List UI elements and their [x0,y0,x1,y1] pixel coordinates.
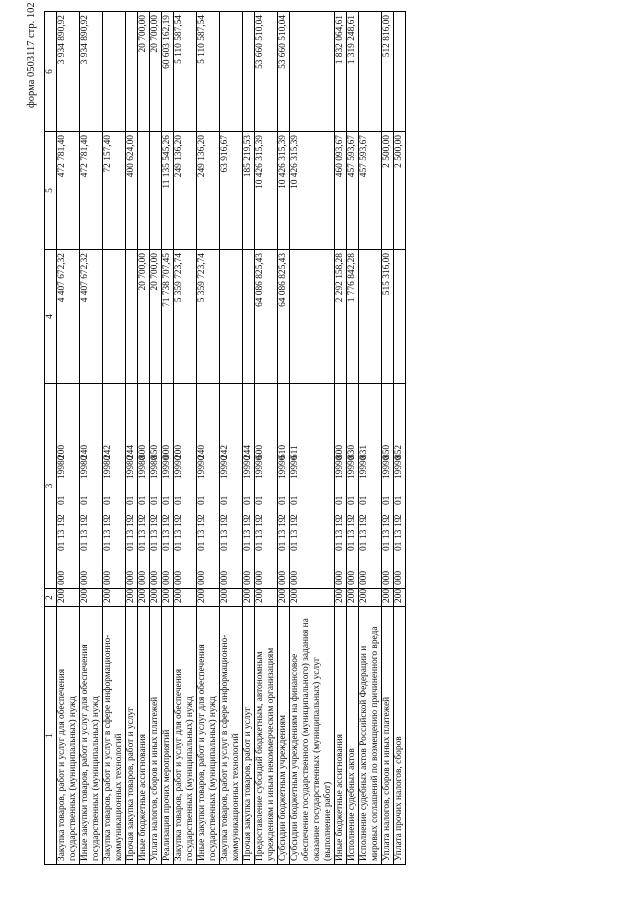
code-part: 13 [394,529,404,539]
budget-code [359,384,382,589]
code-part: 13 [278,529,288,539]
code-part: 000 [150,570,160,585]
line-code: 200 [394,589,406,607]
executed-amount: 249 136,20 [174,132,197,250]
row-name: Иные закупки товаров, работ и услуг для обеспечения государственных (муниципальных) нужд [197,607,220,865]
table-row [197,12,220,865]
code-part: 01 [162,541,172,551]
code-part: 200 [57,444,67,459]
line-code: 200 [335,589,347,607]
code-part: 01 [150,495,160,505]
code-part: 000 [103,570,113,585]
approved-amount: 2 292 158,28 [335,250,347,384]
approved-amount [290,250,335,384]
executed-amount: 460 093,67 [335,132,347,250]
budget-code [138,384,150,589]
executed-amount: 10 426 315,39 [255,132,278,250]
code-part: 19 [126,517,136,527]
code-part: 01 [278,541,288,551]
code-part: 01 [174,541,184,551]
code-part: 13 [290,529,300,539]
code-part: 01 [255,541,265,551]
code-part: 01 [359,541,369,551]
code-part: 19990 [162,455,172,479]
code-part: 19 [359,517,369,527]
code-part: 19990 [278,455,288,479]
code-part: 000 [359,570,369,585]
code-part: 2 [394,514,404,519]
code-part: 2 [174,514,184,519]
code-part: 19980 [126,455,136,479]
line-code: 200 [80,589,103,607]
table-row [103,12,126,865]
code-part: 000 [347,570,357,585]
executed-amount: 457 593,67 [347,132,359,250]
row-name: Уплата налогов, сборов и иных платежей [382,607,394,865]
approved-amount: 71 738 707,45 [162,250,174,384]
code-part: 01 [138,541,148,551]
budget-code [126,384,138,589]
code-part: 01 [359,495,369,505]
code-part: 01 [57,541,67,551]
code-part: 01 [278,495,288,505]
unexecuted-amount: 53 660 510,04 [255,12,278,132]
code-part: 2 [138,514,148,519]
row-name: Прочая закупка товаров, работ и услуг [126,607,138,865]
executed-amount: 400 624,00 [126,132,138,250]
row-name: Прочая закупка товаров, работ и услуг [243,607,255,865]
approved-amount [103,250,126,384]
approved-amount: 1 776 842,28 [347,250,359,384]
budget-code [162,384,174,589]
code-part: 19 [138,517,148,527]
code-part: 01 [80,541,90,551]
approved-amount: 5 359 723,74 [174,250,197,384]
unexecuted-amount [290,12,335,132]
table-row [150,12,162,865]
code-part: 850 [382,444,392,459]
code-part: 19 [220,517,230,527]
code-part: 01 [80,495,90,505]
code-part: 13 [138,529,148,539]
approved-amount [243,250,255,384]
code-part: 800 [138,444,148,459]
code-part: 19980 [57,455,67,479]
code-part: 01 [394,495,404,505]
code-part: 000 [394,570,404,585]
unexecuted-amount: 512 816,00 [382,12,394,132]
code-part: 19 [382,517,392,527]
header-cell: 5 [45,132,57,250]
table-row [382,12,394,865]
line-code: 200 [103,589,126,607]
header-cell: 6 [45,12,57,132]
code-part: 01 [150,541,160,551]
table-row [359,12,382,865]
code-part: 01 [243,495,253,505]
code-part: 19990 [394,455,404,479]
budget-code [150,384,162,589]
line-code: 200 [150,589,162,607]
code-part: 01 [162,495,172,505]
table-row [335,12,347,865]
line-code: 200 [290,589,335,607]
code-part: 2 [150,514,160,519]
row-name: Иные закупки товаров, работ и услуг для обеспечения государственных (муниципальных) нужд [80,607,103,865]
code-part: 19 [335,517,345,527]
table-row [290,12,335,865]
code-part: 000 [278,570,288,585]
budget-code [290,384,335,589]
code-part: 2 [382,514,392,519]
code-part: 610 [278,444,288,459]
code-part: 2 [278,514,288,519]
code-part: 19980 [103,455,113,479]
executed-amount: 2 500,00 [394,132,406,250]
executed-amount: 472 781,40 [57,132,80,250]
approved-amount [359,250,382,384]
code-part: 000 [162,570,172,585]
code-part: 01 [126,541,136,551]
code-part: 01 [290,495,300,505]
line-code: 200 [243,589,255,607]
code-part: 2 [347,514,357,519]
table-row [174,12,197,865]
executed-amount: 457 593,67 [359,132,382,250]
unexecuted-amount: 5 110 587,54 [174,12,197,132]
code-part: 19990 [290,455,300,479]
code-part: 01 [174,495,184,505]
code-part: 852 [394,444,404,459]
unexecuted-amount: 20 700,00 [138,12,150,132]
approved-amount: 515 316,00 [382,250,394,384]
budget-code [347,384,359,589]
code-part: 000 [138,570,148,585]
unexecuted-amount: 3 934 890,92 [80,12,103,132]
code-part: 01 [220,495,230,505]
code-part: 800 [335,444,345,459]
code-part: 000 [382,570,392,585]
code-part: 000 [126,570,136,585]
executed-amount: 185 219,53 [243,132,255,250]
code-part: 13 [243,529,253,539]
budget-code [278,384,290,589]
budget-code [103,384,126,589]
code-part: 200 [174,444,184,459]
approved-amount: 5 359 723,74 [197,250,220,384]
line-code: 200 [197,589,220,607]
row-name: Иные бюджетные ассигнования [335,607,347,865]
code-part: 19990 [255,455,265,479]
code-part: 13 [382,529,392,539]
code-part: 19 [80,517,90,527]
budget-code [335,384,347,589]
code-part: 13 [150,529,160,539]
code-part: 19 [197,517,207,527]
code-part: 2 [80,514,90,519]
header-cell: 4 [45,250,57,384]
code-part: 01 [126,495,136,505]
approved-amount: 4 407 672,32 [57,250,80,384]
code-part: 19990 [359,455,369,479]
code-part: 2 [243,514,253,519]
row-name: Исполнение судебных актов [347,607,359,865]
code-part: 244 [126,444,136,459]
code-part: 19990 [382,455,392,479]
line-code: 200 [162,589,174,607]
code-part: 19 [290,517,300,527]
header-cell: 2 [45,589,57,607]
code-part: 01 [57,495,67,505]
code-part: 01 [197,541,207,551]
budget-code [80,384,103,589]
row-name: Субсидии бюджетным учреждениям на финансовое обеспечение государственного (муниципального) задания на оказание государственных (муниципальных) услуг (выполнение работ) [290,607,335,865]
budget-code [255,384,278,589]
code-part: 2 [103,514,113,519]
unexecuted-amount: 1 832 064,61 [335,12,347,132]
code-part: 13 [103,529,113,539]
code-part: 01 [347,495,357,505]
approved-amount [394,250,406,384]
code-part: 2 [290,514,300,519]
code-part: 01 [243,541,253,551]
header-cell: 3 [45,384,57,589]
code-part: 2 [255,514,265,519]
table-row [255,12,278,865]
code-part: 000 [162,444,172,459]
table-body [45,12,406,865]
code-part: 01 [382,541,392,551]
code-part: 19990 [220,455,230,479]
code-part: 2 [162,514,172,519]
code-part: 19 [347,517,357,527]
code-part: 01 [138,495,148,505]
budget-code [220,384,243,589]
row-name: Субсидии бюджетным учреждениям [278,607,290,865]
approved-amount: 20 700,00 [138,250,150,384]
code-part: 2 [359,514,369,519]
executed-amount: 72 157,40 [103,132,126,250]
code-part: 2 [220,514,230,519]
code-part: 611 [290,445,300,459]
executed-amount: 10 426 315,39 [278,132,290,250]
budget-code [382,384,394,589]
code-part: 831 [359,444,369,459]
row-name: Закупка товаров, работ и услуг в сфере информационно-коммуникационных технологий [220,607,243,865]
code-part: 01 [290,541,300,551]
line-code: 200 [359,589,382,607]
unexecuted-amount: 1 319 248,61 [347,12,359,132]
code-part: 000 [57,570,67,585]
code-part: 19 [243,517,253,527]
unexecuted-amount: 5 110 587,54 [197,12,220,132]
code-part: 13 [57,529,67,539]
code-part: 19 [150,517,160,527]
table-row [243,12,255,865]
code-part: 13 [220,529,230,539]
code-part: 13 [359,529,369,539]
unexecuted-amount [103,12,126,132]
table-row [126,12,138,865]
table-row [220,12,243,865]
row-name: Реализация прочих мероприятий [162,607,174,865]
unexecuted-amount: 60 603 162,19 [162,12,174,132]
unexecuted-amount [359,12,382,132]
line-code: 200 [126,589,138,607]
line-code: 200 [255,589,278,607]
code-part: 01 [197,495,207,505]
code-part: 19 [278,517,288,527]
row-name: Закупка товаров, работ и услуг для обеспечения государственных (муниципальных) нужд [174,607,197,865]
line-code: 200 [347,589,359,607]
row-name: Исполнение судебных актов Российской Федерации и мировых соглашений по возмещению причиненного вреда [359,607,382,865]
unexecuted-amount [220,12,243,132]
unexecuted-amount: 53 660 510,04 [278,12,290,132]
header-row [45,12,57,865]
unexecuted-amount: 3 934 890,92 [57,12,80,132]
code-part: 19 [162,517,172,527]
code-part: 13 [174,529,184,539]
unexecuted-amount [126,12,138,132]
code-part: 19 [57,517,67,527]
table-row [394,12,406,865]
code-part: 01 [103,495,113,505]
code-part: 13 [347,529,357,539]
code-part: 01 [335,541,345,551]
code-part: 19980 [150,455,160,479]
code-part: 000 [174,570,184,585]
code-part: 244 [243,444,253,459]
code-part: 19 [174,517,184,527]
row-name: Закупка товаров, работ и услуг для обеспечения государственных (муниципальных) нужд [57,607,80,865]
line-code: 200 [220,589,243,607]
code-part: 2 [197,514,207,519]
budget-code [174,384,197,589]
code-part: 19980 [80,455,90,479]
table-row [162,12,174,865]
unexecuted-amount [394,12,406,132]
code-part: 01 [347,541,357,551]
table-row [347,12,359,865]
budget-code [394,384,406,589]
unexecuted-amount [243,12,255,132]
line-code: 200 [278,589,290,607]
code-part: 240 [80,444,90,459]
code-part: 19990 [174,455,184,479]
row-name: Предоставление субсидий бюджетным, автономным учреждениям и иным некоммерческим организациям [255,607,278,865]
row-name: Уплата прочих налогов, сборов [394,607,406,865]
table-row [57,12,80,865]
approved-amount: 64 086 825,43 [278,250,290,384]
code-part: 2 [57,514,67,519]
budget-code [57,384,80,589]
code-part: 240 [197,444,207,459]
code-part: 13 [162,529,172,539]
code-part: 13 [80,529,90,539]
executed-amount [150,132,162,250]
approved-amount [126,250,138,384]
code-part: 242 [220,444,230,459]
approved-amount: 64 086 825,43 [255,250,278,384]
code-part: 2 [335,514,345,519]
line-code: 200 [138,589,150,607]
code-part: 000 [255,570,265,585]
code-part: 19 [394,517,404,527]
executed-amount: 11 135 545,26 [162,132,174,250]
table-row [138,12,150,865]
code-part: 19 [255,517,265,527]
code-part: 01 [382,495,392,505]
form-label: форма 0503117 стр. 102 [26,2,37,108]
code-part: 19990 [347,455,357,479]
approved-amount [220,250,243,384]
approved-amount: 20 700,00 [150,250,162,384]
code-part: 13 [255,529,265,539]
code-part: 01 [220,541,230,551]
code-part: 01 [394,541,404,551]
executed-amount [138,132,150,250]
line-code: 200 [174,589,197,607]
line-code: 200 [382,589,394,607]
code-part: 000 [335,570,345,585]
code-part: 000 [197,570,207,585]
header-cell: 1 [45,607,57,865]
code-part: 000 [220,570,230,585]
executed-amount: 2 500,00 [382,132,394,250]
unexecuted-amount: 20 700,00 [150,12,162,132]
code-part: 13 [335,529,345,539]
code-part: 01 [335,495,345,505]
table-row [278,12,290,865]
code-part: 000 [243,570,253,585]
code-part: 01 [255,495,265,505]
row-name: Закупка товаров, работ и услуг в сфере информационно-коммуникационных технологий [103,607,126,865]
code-part: 000 [80,570,90,585]
code-part: 19990 [197,455,207,479]
code-part: 000 [290,570,300,585]
code-part: 600 [255,444,265,459]
executed-amount: 249 136,20 [197,132,220,250]
budget-code [197,384,220,589]
code-part: 830 [347,444,357,459]
code-part: 01 [103,541,113,551]
code-part: 19980 [138,455,148,479]
code-part: 13 [126,529,136,539]
code-part: 19 [103,517,113,527]
code-part: 850 [150,444,160,459]
row-name: Уплата налогов, сборов и иных платежей [150,607,162,865]
approved-amount: 4 407 672,32 [80,250,103,384]
code-part: 2 [126,514,136,519]
executed-amount: 63 916,67 [220,132,243,250]
code-part: 13 [197,529,207,539]
executed-amount: 472 781,40 [80,132,103,250]
line-code: 200 [57,589,80,607]
budget-code [243,384,255,589]
table-row [80,12,103,865]
code-part: 19990 [335,455,345,479]
executed-amount: 10 426 315,39 [290,132,335,250]
code-part: 19990 [243,455,253,479]
budget-table [44,11,406,865]
code-part: 242 [103,444,113,459]
row-name: Иные бюджетные ассигнования [138,607,150,865]
